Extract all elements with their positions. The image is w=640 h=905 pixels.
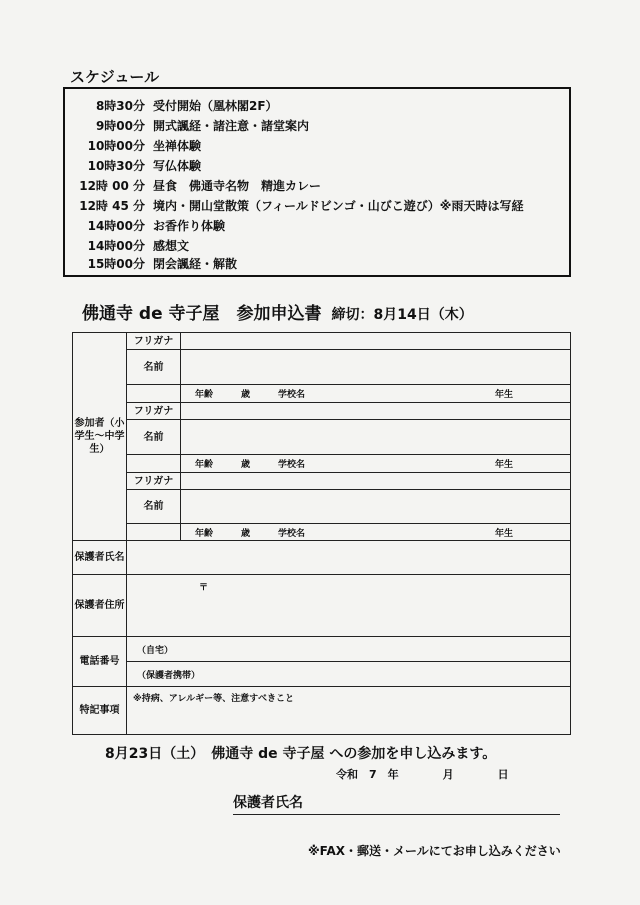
schedule-row	[77, 177, 321, 194]
postal-mark: 〒	[199, 583, 209, 593]
age-unit: 歳	[241, 528, 251, 539]
guardian-name-label: 保護者氏名	[73, 541, 127, 575]
name-field[interactable]	[181, 490, 571, 524]
schedule-text: 境内・開山堂散策（フィールドビンゴ・山びこ遊び）※雨天時は写経	[153, 199, 524, 213]
grade-label: 年生	[495, 390, 514, 400]
submission-note: ※FAX・郵送・メールにてお申し込みください	[308, 844, 561, 858]
school-label: 学校名	[278, 390, 306, 400]
schedule-time: 14時00分	[87, 239, 145, 253]
notes-hint: ※持病、アレルギー等、注意すべきこと	[133, 694, 294, 704]
schedule-row	[77, 157, 201, 174]
schedule-time: 8時30分	[95, 99, 145, 113]
schedule-text: 受付開始（凰林閣2F）	[153, 99, 278, 113]
home-phone-field[interactable]	[127, 637, 571, 662]
furigana-field[interactable]	[181, 333, 571, 350]
blank-cell	[127, 385, 181, 403]
name-label: 名前	[127, 350, 181, 385]
age-school-row[interactable]	[181, 385, 571, 403]
schedule-time: 10時30分	[87, 159, 145, 173]
schedule-text: 坐禅体験	[153, 139, 202, 153]
age-school-row[interactable]	[181, 455, 571, 473]
guardian-address-field[interactable]	[127, 575, 571, 637]
schedule-row	[77, 117, 309, 134]
schedule-time: 12時 00 分	[79, 179, 145, 193]
name-label: 名前	[127, 490, 181, 524]
phone-label: 電話番号	[73, 637, 127, 687]
schedule-text: 閉会諷経・解散	[153, 257, 238, 271]
guardian-name-field[interactable]	[127, 541, 571, 575]
name-label: 名前	[127, 420, 181, 455]
schedule-box	[63, 87, 571, 277]
schedule-text: お香作り体験	[153, 219, 226, 233]
notes-label: 特記事項	[73, 687, 127, 735]
mobile-label: （保護者携帯）	[137, 670, 201, 681]
form-title	[82, 299, 473, 324]
age-label: 年齢	[195, 460, 214, 470]
deadline: 締切：8月14日（木）	[331, 307, 473, 323]
schedule-row	[77, 237, 189, 254]
mobile-phone-field[interactable]	[127, 662, 571, 687]
schedule-time: 12時 45 分	[79, 199, 145, 213]
furigana-label: フリガナ	[127, 333, 181, 350]
guardian-sign-line[interactable]	[233, 814, 560, 815]
furigana-label: フリガナ	[127, 473, 181, 490]
grade-label: 年生	[495, 528, 514, 539]
schedule-time: 9時00分	[95, 119, 145, 133]
name-field[interactable]	[181, 420, 571, 455]
schedule-text: 開式諷経・諸注意・諸堂案内	[153, 119, 310, 133]
school-label: 学校名	[278, 528, 306, 539]
date-line[interactable]: 令和 7 年 月 日	[336, 768, 509, 781]
schedule-row	[77, 197, 523, 214]
schedule-time: 10時00分	[87, 139, 145, 153]
schedule-title: スケジュール	[70, 68, 160, 86]
furigana-field[interactable]	[181, 403, 571, 420]
guardian-sign-label: 保護者氏名	[233, 795, 303, 811]
guardian-address-label: 保護者住所	[73, 575, 127, 637]
age-unit: 歳	[241, 460, 251, 470]
grade-label: 年生	[495, 460, 514, 470]
schedule-row	[77, 255, 237, 272]
home-label: （自宅）	[137, 645, 174, 656]
schedule-row	[77, 217, 225, 234]
participant-label: 参加者（小学生〜中学生）	[73, 333, 127, 541]
form-title-text: 佛通寺 de 寺子屋 参加申込書	[82, 304, 322, 324]
blank-cell	[127, 455, 181, 473]
notes-field[interactable]	[127, 687, 571, 735]
name-field[interactable]	[181, 350, 571, 385]
age-unit: 歳	[241, 390, 251, 400]
schedule-time: 14時00分	[87, 219, 145, 233]
age-label: 年齢	[195, 390, 214, 400]
schedule-text: 昼食 佛通寺名物 精進カレー	[153, 179, 322, 193]
schedule-row	[77, 137, 201, 154]
schedule-text: 感想文	[153, 239, 190, 253]
furigana-field[interactable]	[181, 473, 571, 490]
blank-cell	[127, 524, 181, 541]
schedule-text: 写仏体験	[153, 159, 202, 173]
schedule-time: 15時00分	[87, 257, 145, 271]
furigana-label: フリガナ	[127, 403, 181, 420]
school-label: 学校名	[278, 460, 306, 470]
application-form	[72, 332, 571, 735]
age-label: 年齢	[195, 528, 214, 539]
apply-statement: 8月23日（土） 佛通寺 de 寺子屋 への参加を申し込みます。	[105, 746, 497, 762]
schedule-row	[77, 97, 278, 114]
age-school-row[interactable]	[181, 524, 571, 541]
